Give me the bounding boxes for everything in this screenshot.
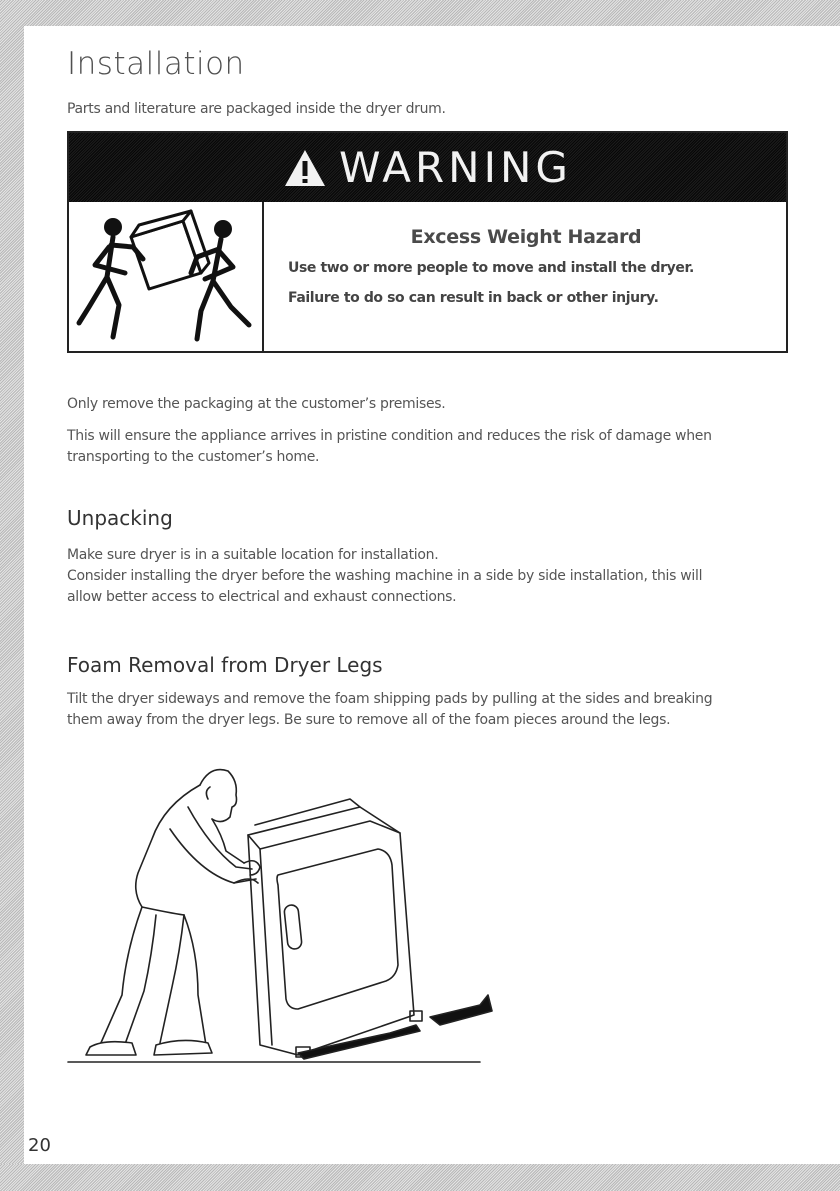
hazard-title: Excess Weight Hazard (410, 226, 642, 248)
page-title: Installation (67, 46, 245, 82)
unpacking-heading: Unpacking (67, 506, 173, 530)
intro-text: Parts and literature are packaged inside the dryer drum. (67, 101, 446, 117)
warning-header (69, 133, 786, 202)
packaging-line-3: transporting to the customer’s home. (67, 449, 320, 465)
packaging-line-2: This will ensure the appliance arrives in pristine condition and reduces the risk of damage when (67, 428, 712, 444)
left-border-pattern (0, 0, 24, 1191)
man-tilting-dryer-illustration (60, 755, 500, 1075)
unpacking-line-3: allow better access to electrical and exhaust connections. (67, 589, 457, 605)
bottom-border-pattern (0, 1164, 840, 1191)
warning-line-1: Use two or more people to move and install the dryer. (288, 260, 694, 276)
foam-line-1: Tilt the dryer sideways and remove the foam shipping pads by pulling at the sides and breaking (67, 691, 713, 707)
two-people-lifting-icon (73, 207, 259, 351)
unpacking-line-2: Consider installing the dryer before the washing machine in a side by side installation, this will (67, 568, 703, 584)
top-border-pattern (0, 0, 840, 26)
page-number: 20 (28, 1135, 51, 1156)
foam-heading: Foam Removal from Dryer Legs (67, 653, 383, 677)
warning-box (67, 131, 788, 353)
packaging-line-1: Only remove the packaging at the customer’s premises. (67, 396, 446, 412)
warning-triangle-icon (283, 148, 327, 188)
warning-title: WARNING (339, 142, 572, 192)
unpacking-line-1: Make sure dryer is in a suitable location for installation. (67, 547, 439, 563)
warning-line-2: Failure to do so can result in back or other injury. (288, 290, 659, 306)
foam-line-2: them away from the dryer legs. Be sure to remove all of the foam pieces around the legs. (67, 712, 671, 728)
warning-body (264, 202, 788, 353)
